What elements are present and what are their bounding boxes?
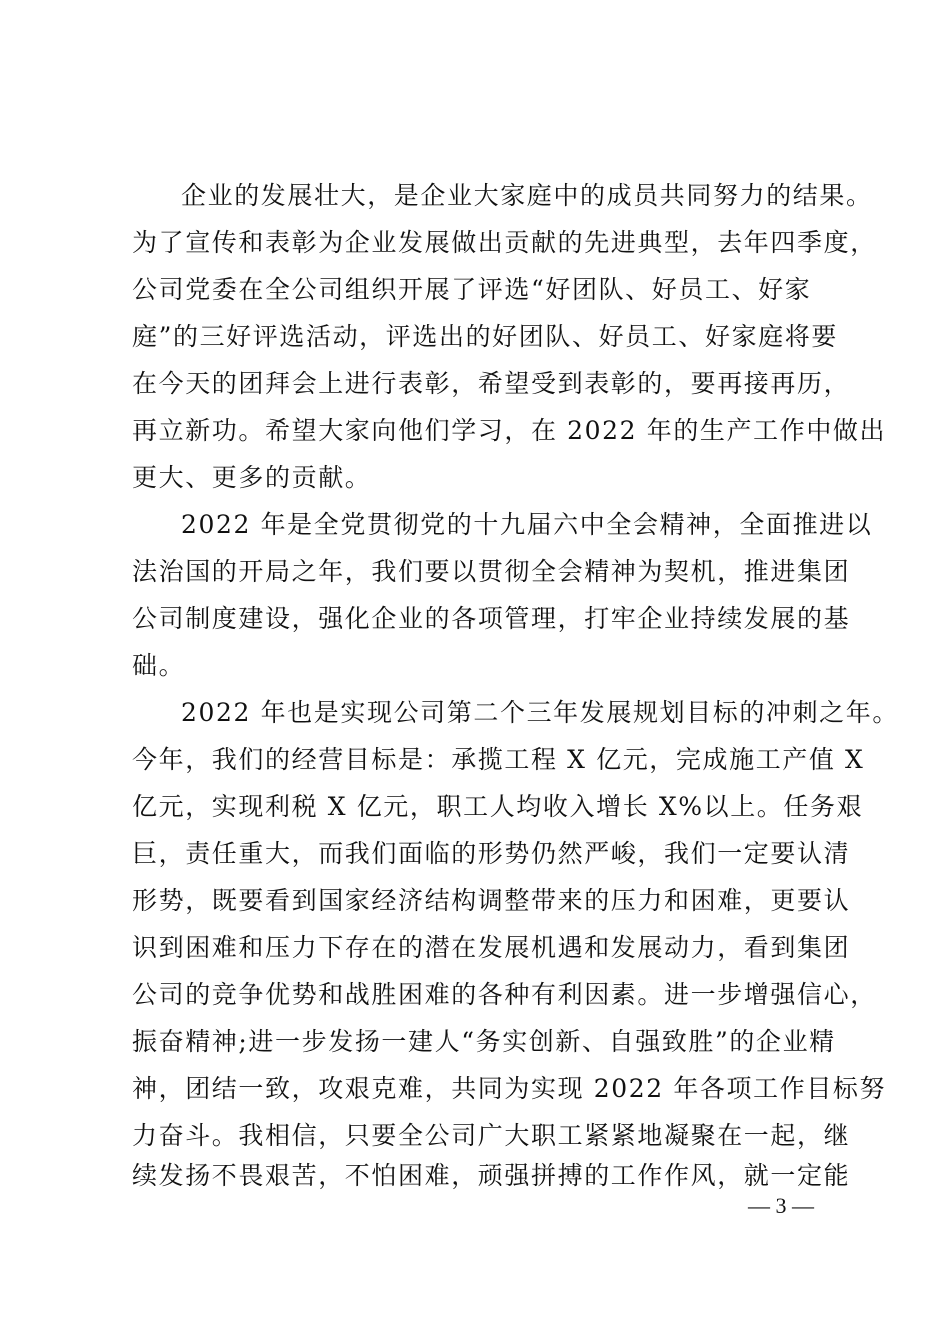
paragraph-2-line-2: 法治国的开局之年，我们要以贯彻全会精神为契机，推进集团 bbox=[132, 557, 851, 586]
paragraph-3-line-5: 形势，既要看到国家经济结构调整带来的压力和困难，更要认 bbox=[132, 886, 851, 915]
paragraph-3-line-7: 公司的竞争优势和战胜困难的各种有利因素。进一步增强信心， bbox=[132, 980, 877, 1009]
paragraph-3-line-11: 续发扬不畏艰苦，不怕困难，顽强拼搏的工作作风，就一定能 bbox=[132, 1161, 851, 1190]
paragraph-3-line-9: 神，团结一致，攻艰克难，共同为实现 2022 年各项工作目标努 bbox=[132, 1074, 887, 1103]
paragraph-1-line-5: 在今天的团拜会上进行表彰，希望受到表彰的，要再接再历， bbox=[132, 369, 851, 398]
paragraph-3-line-3: 亿元，实现利税 X 亿元，职工人均收入增长 X%以上。任务艰 bbox=[132, 792, 864, 821]
paragraph-3-line-10: 力奋斗。我相信，只要全公司广大职工紧紧地凝聚在一起，继 bbox=[132, 1121, 851, 1150]
paragraph-1-line-4: 庭”的三好评选活动，评选出的好团队、好员工、好家庭将要 bbox=[132, 322, 838, 351]
paragraph-3-line-6: 识到困难和压力下存在的潜在发展机遇和发展动力，看到集团 bbox=[132, 933, 851, 962]
paragraph-3-line-2: 今年，我们的经营目标是：承揽工程 X 亿元，完成施工产值 X bbox=[132, 745, 865, 774]
paragraph-2-line-1: 2022 年是全党贯彻党的十九届六中全会精神，全面推进以 bbox=[181, 510, 873, 539]
paragraph-2-line-3: 公司制度建设，强化企业的各项管理，打牢企业持续发展的基 bbox=[132, 604, 851, 633]
paragraph-3-line-8: 振奋精神;进一步发扬一建人“务实创新、自强致胜”的企业精 bbox=[132, 1027, 836, 1056]
paragraph-3-line-4: 巨，责任重大，而我们面临的形势仍然严峻，我们一定要认清 bbox=[132, 839, 851, 868]
paragraph-1-line-7: 更大、更多的贡献。 bbox=[132, 463, 372, 492]
paragraph-1-line-6: 再立新功。希望大家向他们学习，在 2022 年的生产工作中做出 bbox=[132, 416, 887, 445]
paragraph-1-line-3: 公司党委在全公司组织开展了评选“好团队、好员工、好家 bbox=[132, 275, 812, 304]
paragraph-2-line-4: 础。 bbox=[132, 651, 186, 680]
paragraph-1-line-1: 企业的发展壮大，是企业大家庭中的成员共同努力的结果。 bbox=[181, 181, 873, 210]
paragraph-1-line-2: 为了宣传和表彰为企业发展做出贡献的先进典型，去年四季度， bbox=[132, 228, 877, 257]
page-number: — 3 — bbox=[748, 1193, 814, 1218]
paragraph-3-line-1: 2022 年也是实现公司第二个三年发展规划目标的冲刺之年。 bbox=[181, 698, 899, 727]
